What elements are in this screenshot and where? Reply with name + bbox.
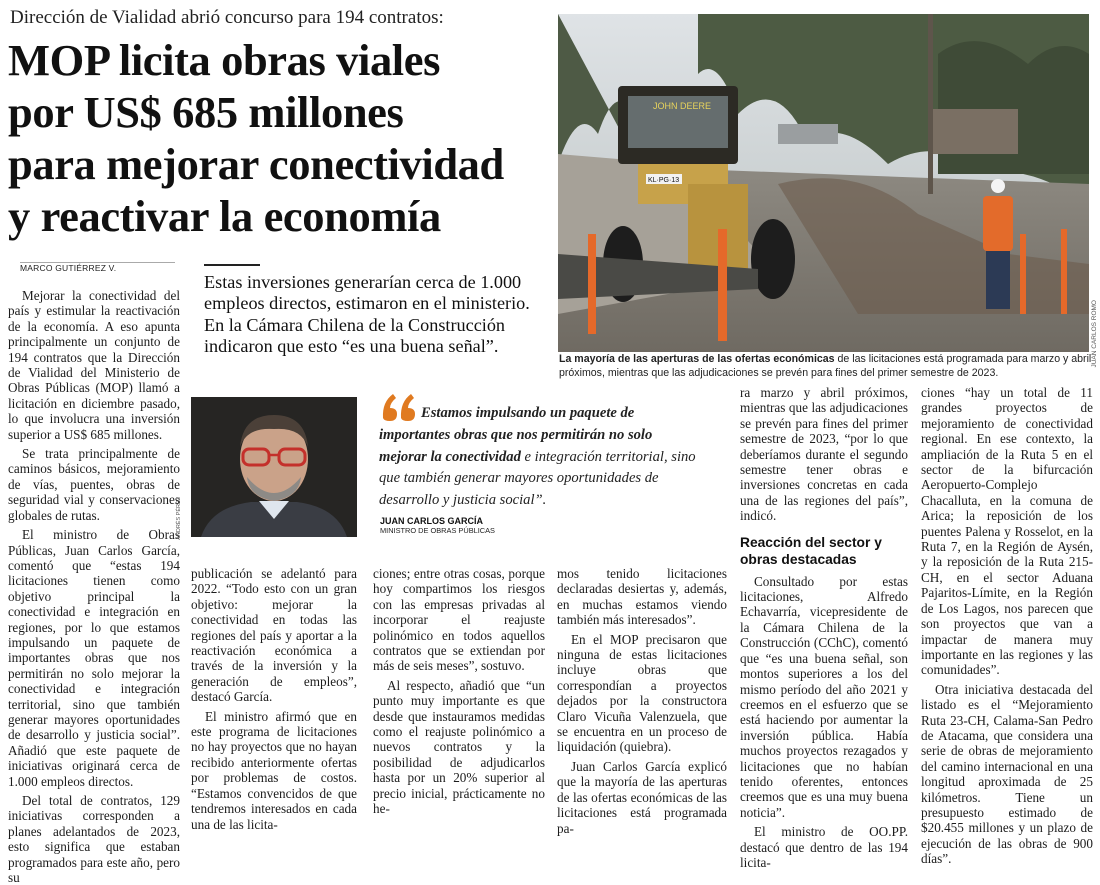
quote-author-role: MINISTRO DE OBRAS PÚBLICAS [380, 526, 495, 535]
paragraph: En el MOP precisaron que ninguna de estas licitaciones incluye obras que correspondían a proyectos dejados por la constructora Claro Vicuña Valenzuela, que se encuentra en un proceso de liquidación (quiebra). [557, 631, 727, 755]
road-grader-illustration [558, 14, 1089, 352]
lede-divider [204, 264, 260, 266]
article-byline: MARCO GUTIÉRREZ V. [20, 263, 117, 273]
column-6 [921, 385, 1093, 867]
portrait-illustration [191, 397, 357, 537]
column-1 [8, 288, 180, 885]
paragraph: El ministro de Obras Públicas, Juan Carlos García, comentó que “estas 194 licitaciones tienen como objetivo principal la conectividad e integración en regiones, por lo que estamos impulsando un paquete de importantes obras que nos permitirán no solo mejorar la conectividad e integración territorial, sino que también generar mayores oportunidades de desarrollo y justicia social”. Añadió que este paquete de iniciativas originará cerca de 1.000 empleos directos. [8, 527, 180, 789]
column-3 [373, 566, 545, 817]
photo-caption [559, 353, 1094, 380]
paragraph: publicación se adelantó para 2022. “Todo esto con un gran objetivo: mejorar la conectividad en todas las regiones del país y aportar a la reactivación económica a través de la inversión y la generación de empleos”, destacó García. [191, 566, 357, 705]
quote-line: Estamos impulsando un paquete de [421, 405, 635, 421]
quote-line: desarrollo y justicia social”. [379, 492, 547, 509]
headline-line: para mejorar conectividad [8, 139, 504, 189]
paragraph: ciones “hay un total de 11 grandes proyectos de mejoramiento de conectividad regional. En ese contexto, la ampliación de la Ruta 5 en el sector de la bifurcación Aeropuerto-Complejo Chacalluta, en la comuna de Arica; la reposición de los puentes Palena y Rosselot, en la Ruta 7, en la Región de Aysén, y la reposición de la Ruta 215-CH, en el sector Aduana Pajaritos-Límite, en la Región de Los Lagos, nos parecen que son proyectos que van a impactar de manera muy importante en las regiones y las comunidades”. [921, 385, 1093, 678]
quote-line: importantes obras que nos permitirán no solo [379, 426, 653, 443]
caption-bold: La mayoría de las aperturas de las ofertas económicas [559, 353, 835, 365]
caption-text: de las licitaciones está programada para marzo y abril próximos, mientras que las adjudicaciones se prevén para fines del primer semestre de 2023. [559, 353, 1092, 379]
quote-line: que también generar mayores oportunidades de [379, 470, 659, 487]
article-kicker: Dirección de Vialidad abrió concurso para 194 contratos: [10, 7, 444, 28]
column-4 [557, 566, 727, 836]
paragraph: ra marzo y abril próximos, mientras que las adjudicaciones se prevén para fines del primer semestre de 2023, “por lo que deberíamos durante el segundo semestre tener obras e inversiones concretas en cada una de las regiones del país”, indicó. [740, 385, 908, 524]
paragraph: Otra iniciativa destacada del listado es el “Mejoramiento Ruta 23-CH, Calama-San Pedro de Atacama, que considera una serie de obras de mejoramiento del camino internacional en una longitud aproximada de 25 kilómetros. Tiene un presupuesto estimado de $20.455 millones y un plazo de ejecución de las obras de 900 días”. [921, 681, 1093, 867]
paragraph: mos tenido licitaciones declaradas desiertas y, además, en muchas estamos viendo también más interesados”. [557, 566, 727, 628]
paragraph: Mejorar la conectividad del país y estimular la reactivación de la economía. A eso apunta principalmente un conjunto de 194 contratos que la Dirección de Vialidad del Ministerio de Obras Públicas (MOP) llamó a licitación en diciembre pasado, lo que involucra una inversión superior a US$ 685 millones. [8, 288, 180, 442]
paragraph: Se trata principalmente de caminos básicos, mejoramiento de vías, puentes, obras de seguridad vial y conservaciones globales de rutas. [8, 446, 180, 523]
article-headline [8, 34, 553, 242]
headline-line: y reactivar la economía [8, 191, 441, 241]
pull-quote [379, 403, 719, 512]
quote-author: JUAN CARLOS GARCÍA [380, 516, 484, 526]
paragraph: Al respecto, añadió que “un punto muy importante es que desde que instauramos medidas como el reajuste polinómico a nuevos contratos y la posibilidad de adjudicarlos hasta por un 20% superior al precio inicial, prácticamente no he- [373, 677, 545, 817]
column-5 [740, 385, 908, 870]
paragraph: El ministro afirmó que en este programa de licitaciones no hay proyectos que no hayan recibido anteriormente ofertas por problemas de costos. “Estamos convencidos de que tendremos interesados en cada una de las licita- [191, 708, 357, 832]
main-photo [558, 14, 1089, 352]
vehicle-brand-label: JOHN DEERE [653, 101, 712, 111]
quote-line-bold: mejorar la conectividad [379, 448, 521, 465]
paragraph: ciones; entre otras cosas, porque hoy compartimos los riesgos con las empresas privadas al incorporar el reajuste polinómico en todos aquellos contratos que se extiendan por más de seis meses”, sostuvo. [373, 566, 545, 674]
section-subhead: Reacción del sector y obras destacadas [740, 534, 882, 567]
portrait-credit: ANDRÉS PÉREZ [176, 497, 182, 540]
photo-credit: JUAN CARLOS ROMO [1091, 300, 1098, 368]
headline-line: MOP licita obras viales [8, 35, 441, 85]
paragraph: Del total de contratos, 129 iniciativas corresponden a planes adelantados de 2023, esto significa que estaban programados para este año, pero su [8, 793, 180, 885]
quote-line: e integración territorial, sino [520, 448, 696, 465]
vehicle-plate: KL·PG·13 [648, 177, 680, 184]
headline-line: por US$ 685 millones [8, 87, 404, 137]
column-2 [191, 566, 357, 832]
paragraph: Juan Carlos García explicó que la mayoría de las aperturas de las ofertas económicas de las licitaciones está programada pa- [557, 758, 727, 836]
paragraph: El ministro de OO.PP. destacó que dentro de las 194 licita- [740, 824, 908, 870]
article-lede: Estas inversiones generarían cerca de 1.000 empleos directos, estimaron en el ministerio. En la Cámara Chilena de la Construcción indicaron que esto “es una buena señal”. [204, 272, 530, 357]
paragraph: Consultado por estas licitaciones, Alfredo Echavarría, vicepresidente de la Cámara Chilena de la Construcción (CChC), comentó que “es una buena señal, son montos superiores a los del mismo período del año 2021 y creemos en el esfuerzo que se está haciendo por aumentar la inversión pública. Había muchos proyectos rezagados y licitaciones que no habían tenido oferentes, entonces creemos que es una muy buena noticia”. [740, 573, 908, 820]
minister-portrait [191, 397, 357, 537]
